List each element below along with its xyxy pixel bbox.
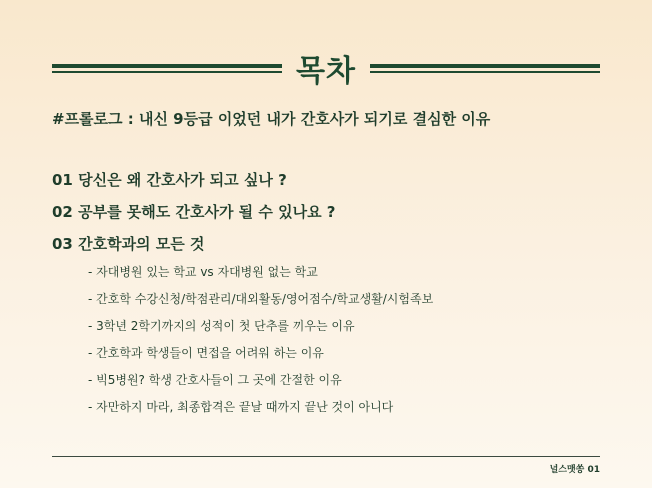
subsection-list — [88, 264, 433, 426]
page-title: 목차 — [296, 54, 356, 89]
chapter-item-01: 01 당신은 왜 간호사가 되고 싶나 ? — [52, 171, 287, 189]
title-rule-right-thin — [370, 71, 600, 73]
prologue-entry: #프롤로그 : 내신 9등급 이었던 내가 간호사가 되기로 결심한 이유 — [52, 110, 491, 128]
title-row — [52, 46, 600, 90]
footer-divider — [52, 456, 600, 457]
subsection-item: - 자대병원 있는 학교 vs 자대병원 없는 학교 — [88, 265, 318, 279]
title-rule-right — [370, 64, 600, 73]
chapter-item-03: 03 간호학과의 모든 것 — [52, 235, 205, 253]
subsection-item: - 간호학 수강신청/학점관리/대외활동/영어점수/학교생활/시험족보 — [88, 292, 434, 306]
footer-page-label: 널스맷쏭 01 — [549, 465, 600, 475]
subsection-item: - 자만하지 마라, 최종합격은 끝날 때까지 끝난 것이 아니다 — [88, 400, 394, 414]
title-rule-left-thick — [52, 64, 282, 68]
subsection-item: - 간호학과 학생들이 면접을 어려워 하는 이유 — [88, 346, 324, 360]
chapter-list — [52, 170, 335, 266]
subsection-item: - 3학년 2학기까지의 성적이 첫 단추를 끼우는 이유 — [88, 319, 355, 333]
subsection-item: - 빅5병원? 학생 간호사들이 그 곳에 간절한 이유 — [88, 373, 342, 387]
title-rule-left — [52, 64, 282, 73]
title-rule-left-thin — [52, 71, 282, 73]
title-rule-right-thick — [370, 64, 600, 68]
chapter-item-02: 02 공부를 못해도 간호사가 될 수 있나요 ? — [52, 203, 336, 221]
